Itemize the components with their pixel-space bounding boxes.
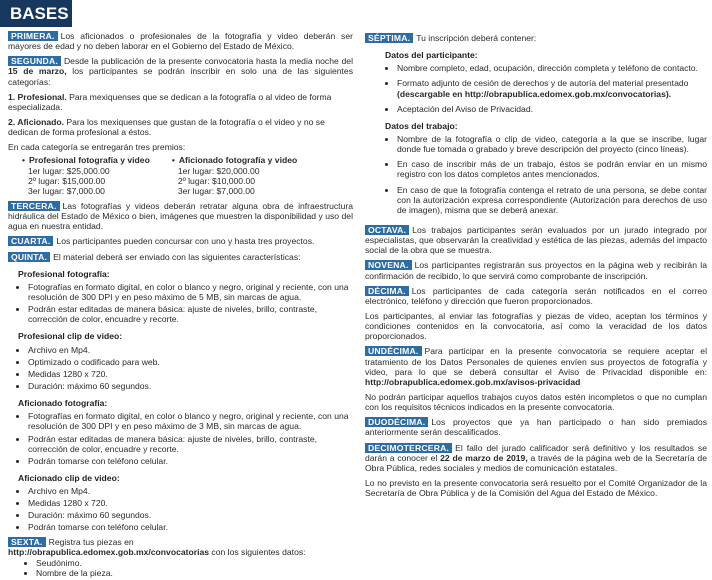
list-item: • Podrán tomarse con teléfono celular. [28,456,353,466]
list-item: • Podrán estar editadas de manera básica: ajuste de niveles, brillo, contraste, corrección de color, encuadre y recorte. [28,434,353,454]
clause-tag: UNDÉCIMA. [365,346,422,356]
prize-line: 3er lugar: $7,000.00 [177,185,255,196]
group-title: Datos del participante: [385,50,478,61]
list-item: • Nombre de la pieza. [36,568,353,578]
list-item: • Aceptación del Aviso de Privacidad. [397,104,707,114]
group-list [8,282,353,325]
list-item: • En caso de inscribir más de un trabajo, éstos se podrán enviar en un mismo registro con los datos completos antes mencionados. [397,159,707,179]
clause-text: Los participantes registrarán sus proyectos en la página web y recibirán la confirmación de recibido, lo que servirá como comprobante de inscripción. [365,260,707,281]
list-item: • Fotografías en formato digital, en color o blanco y negro, original y reciente, con una resolución de 300 DPI y en peso máximo de 3 MB, sin marcas de agua. [28,411,353,431]
prizes-intro: En cada categoría se entregarán tres premios: [8,142,186,153]
results-date: 22 de marzo de 2019, [440,452,528,463]
clause-text: Las fotografías y videos deberán retratar alguna obra de infraestructura hidráulica del Estado de México o bien, imágenes que muestren la disponibilidad y uso del agua en nuestra entidad. [8,200,353,232]
deadline-date: 15 de marzo, [8,66,67,77]
prize-column [172,155,297,196]
group-title: Aficionado fotografía: [18,398,108,409]
clause-tag: DUODÉCIMA. [365,417,428,427]
clause-tercera [8,201,353,231]
clause-text: con los siguientes datos: [209,546,306,557]
clause-tag: QUINTA. [8,252,50,262]
clause-text: Los aficionados o profesionales de la fotografía y video deberán ser mayores de edad y no deben laborar en el Gobierno del Estado de México. [8,31,353,52]
clause-decimotercera-paragraph: Lo no previsto en la presente convocatoria será resuelto por el Comité Organizador de la Secretaría de Obra Pública y de la Comisión del Agua del Estado de México. [365,477,707,499]
right-column [365,33,707,503]
clause-tag: SÉPTIMA. [365,33,413,43]
list-item: • En caso de que la fotografía contenga el retrato de una persona, se debe contar con la autorización expresa correspondiente (Autorización para derechos de uso de imagen), misma que se deberá anexar. [397,185,707,215]
clause-tag: NOVENA. [365,260,412,270]
group-title: Profesional clip de video: [18,331,123,342]
clause-text: Los proyectos que ya han participado o han sido premiados anteriormente serán descalificados. [365,417,707,438]
clause-undecima [365,346,707,387]
list-item: • Podrán estar editadas de manera básica: ajuste de niveles, brillo, contraste, corrección de color, encuadre y recorte. [28,304,353,324]
section-title: BASES [0,0,72,27]
list-item: • Archivo en Mp4. [28,345,353,355]
category-text: Para mexiquenses que se dedican a la fotografía o al video de forma especializada. [8,91,332,112]
list-item: • Nombre completo, edad, ocupación, dirección completa y teléfono de contacto. [397,63,707,73]
category-label: 2. Aficionado. [8,116,65,127]
clause-primera [8,31,353,51]
clause-decima [365,286,707,306]
list-item: • Optimizado o codificado para web. [28,357,353,367]
list-item: • Duración: máximo 60 segundos. [28,381,353,391]
prize-line: 2º lugar: $15,000.00 [28,175,106,186]
clause-text: Para participar en la presente convocatoria se requiere aceptar el tratamiento de los Datos Personales de quienes envíen sus proyectos de fotografía y video, para lo que se deberá consultar el Aviso de Privacidad disponible en: [365,346,707,377]
clause-sexta [8,537,353,557]
category-text: Para los mexiquenses que gustan de la fotografía o el video y no se dedican de forma profesional a éstos. [8,116,325,138]
group-title: Profesional fotografía: [18,268,110,279]
clause-text: Los participantes pueden concursar con uno y hasta tres proyectos. [56,236,315,247]
prize-line: 3er lugar: $7,000.00 [28,185,105,196]
clause-cuarta [8,236,353,246]
clause-undecima-paragraph: No podrán participar aquellos trabajos cuyos datos estén incompletos o que no cumplan con los requisitos técnicos indicados en la presente convocatoria. [365,391,707,413]
list-item: • Archivo en Mp4. [28,486,353,496]
list-item: • Podrán tomarse con teléfono celular. [28,522,353,532]
category-aficionado [8,117,353,137]
prize-line: 2º lugar: $10,000.00 [177,175,256,186]
clause-tag: DECIMOTERCERA. [365,443,452,453]
prize-line: 1er lugar: $20,000.00 [177,165,260,176]
clause-text: Desde la publicación de la presente convocatoria hasta la media noche del [63,56,353,67]
clause-text: Registra tus piezas en [48,536,134,547]
list-item: • Medidas 1280 x 720. [28,369,353,379]
clause-decimotercera [365,443,707,473]
list-item-text: Formato adjunto de cesión de derechos y de autoría del material presentado [397,78,689,89]
group-list [8,345,353,392]
clause-tag: DÉCIMA. [365,286,409,296]
list-item: • Medidas 1280 x 720. [28,498,353,508]
clause-text: Los participantes de cada categoría serán notificados en el correo electrónico, teléfono y dirección que fueron proporcionados. [365,285,707,306]
clause-septima [365,33,707,43]
group-list [365,63,707,114]
group-list [365,134,707,215]
clause-text: El fallo del jurado calificador será definitivo y los resultados se darán a conocer el [365,442,707,463]
prize-heading: • Aficionado fotografía y video [172,155,297,165]
group-list [8,486,353,533]
clause-text: Tu inscripción deberá contener: [416,33,537,43]
category-label: 1. Profesional. [8,91,67,102]
list-item: • Fotografías en formato digital, en color o blanco y negro, original y reciente, con una resolución de 300 DPI y en peso máximo de 5 MB, sin marcas de agua. [28,282,353,302]
clause-tag: OCTAVA. [365,225,409,235]
clause-novena [365,260,707,280]
list-item: • Seudónimo. [36,558,353,568]
list-item: • Nombre de la fotografía o clip de video, categoría a la que se inscribe, lugar donde fue tomada o grabado y breve descripción del proyecto (cinco líneas). [397,134,707,154]
group-title: Datos del trabajo: [385,120,458,131]
clause-text: El material deberá ser enviado con las siguientes características: [53,251,301,262]
left-column [8,31,353,580]
clause-quinta [8,252,353,262]
clause-segunda [8,56,353,86]
list-item: • Duración: máximo 60 segundos. [28,510,353,520]
clause-text: los participantes se podrán inscribir en solo una de las siguientes categorías: [8,66,353,87]
group-title: Aficionado clip de video: [18,472,120,483]
clause-tag: SEGUNDA. [8,56,61,66]
clause-tag: TERCERA. [8,201,60,211]
clause-text: a través de la página web de la Secretaría de Obra Pública, redes sociales y medios de comunicación estatales. [365,452,707,473]
prizes-table [22,155,353,196]
clause-decima-paragraph: Los participantes, al enviar las fotografías y piezas de video, aceptan los términos y condiciones contenidos en la convocatoria, así como la veracidad de los datos proporcionados. [365,310,707,342]
prize-heading: • Profesional fotografía y video [22,155,150,165]
clause-tag: CUARTA. [8,236,53,246]
privacy-link[interactable]: http://obrapublica.edomex.gob.mx/avisos-privacidad [365,376,581,387]
clause-text: Los trabajos participantes serán evaluados por un jurado integrado por especialistas, que observarán la creatividad y estética de las piezas, además del impacto social de la obra que se muestra. [365,224,707,256]
clause-tag: SEXTA. [8,537,46,547]
category-profesional [8,92,353,112]
group-list [8,411,353,466]
registration-link[interactable]: http://obrapublica.edomex.gob.mx/convocatorias [8,546,210,557]
list-item [397,78,707,98]
clause-octava [365,225,707,255]
clause-tag: PRIMERA. [8,31,58,41]
clause-duodecima [365,417,707,437]
prize-line: 1er lugar: $25,000.00 [28,165,110,176]
download-link[interactable]: (descargable en http://obrapublica.edomex.gob.mx/convocatorias). [397,88,672,99]
group-list [8,558,353,578]
prize-column [22,155,150,196]
